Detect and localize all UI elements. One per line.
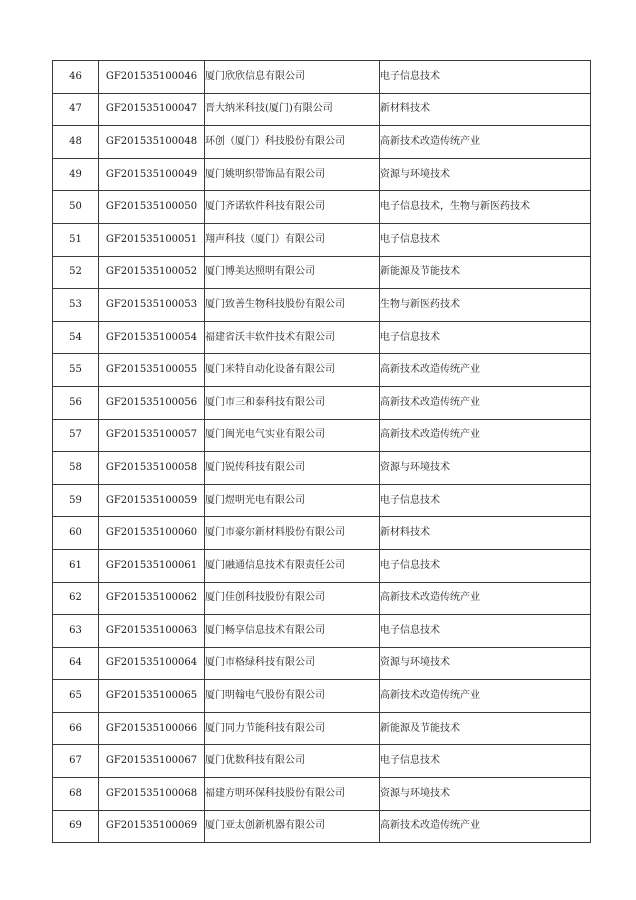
row-number-cell: 52 <box>53 256 99 289</box>
table-row <box>53 289 591 322</box>
company-name-cell: 厦门博美达照明有限公司 <box>205 256 380 289</box>
technology-field-cell: 电子信息技术 <box>380 549 591 582</box>
table-row <box>53 158 591 191</box>
certificate-code-cell: GF201535100064 <box>99 647 205 680</box>
company-name-cell: 厦门市豪尔新材料股份有限公司 <box>205 517 380 550</box>
company-name-cell: 厦门锐传科技有限公司 <box>205 452 380 485</box>
certificate-code-cell: GF201535100069 <box>99 810 205 843</box>
company-name-cell: 晋大纳米科技(厦门)有限公司 <box>205 93 380 126</box>
table-row <box>53 517 591 550</box>
company-name-cell: 厦门齐诺软件科技有限公司 <box>205 191 380 224</box>
company-name-cell: 厦门致善生物科技股份有限公司 <box>205 289 380 322</box>
row-number-cell: 48 <box>53 126 99 159</box>
table-row <box>53 223 591 256</box>
certificate-code-cell: GF201535100055 <box>99 354 205 387</box>
table-body <box>53 61 591 843</box>
certificate-code-cell: GF201535100059 <box>99 484 205 517</box>
company-name-cell: 厦门姚明织带饰品有限公司 <box>205 158 380 191</box>
certificate-code-cell: GF201535100057 <box>99 419 205 452</box>
row-number-cell: 49 <box>53 158 99 191</box>
technology-field-cell: 电子信息技术 <box>380 223 591 256</box>
row-number-cell: 51 <box>53 223 99 256</box>
certificate-code-cell: GF201535100051 <box>99 223 205 256</box>
certificate-code-cell: GF201535100053 <box>99 289 205 322</box>
table-row <box>53 386 591 419</box>
certificate-code-cell: GF201535100065 <box>99 680 205 713</box>
company-name-cell: 厦门市格绿科技有限公司 <box>205 647 380 680</box>
table-row <box>53 354 591 387</box>
company-name-cell: 厦门闽光电气实业有限公司 <box>205 419 380 452</box>
row-number-cell: 65 <box>53 680 99 713</box>
row-number-cell: 62 <box>53 582 99 615</box>
certificate-code-cell: GF201535100061 <box>99 549 205 582</box>
technology-field-cell: 电子信息技术，生物与新医药技术 <box>380 191 591 224</box>
company-name-cell: 厦门佳创科技股份有限公司 <box>205 582 380 615</box>
certificate-code-cell: GF201535100062 <box>99 582 205 615</box>
table-row <box>53 93 591 126</box>
row-number-cell: 63 <box>53 615 99 648</box>
table-row <box>53 419 591 452</box>
certificate-code-cell: GF201535100067 <box>99 745 205 778</box>
row-number-cell: 68 <box>53 778 99 811</box>
certificate-code-cell: GF201535100054 <box>99 321 205 354</box>
company-name-cell: 厦门明翰电气股份有限公司 <box>205 680 380 713</box>
certificate-code-cell: GF201535100048 <box>99 126 205 159</box>
row-number-cell: 47 <box>53 93 99 126</box>
technology-field-cell: 生物与新医药技术 <box>380 289 591 322</box>
company-name-cell: 厦门煜明光电有限公司 <box>205 484 380 517</box>
technology-field-cell: 电子信息技术 <box>380 615 591 648</box>
company-table <box>52 60 591 843</box>
table-row <box>53 484 591 517</box>
company-name-cell: 厦门欣欣信息有限公司 <box>205 61 380 94</box>
table-row <box>53 712 591 745</box>
row-number-cell: 59 <box>53 484 99 517</box>
table-row <box>53 191 591 224</box>
certificate-code-cell: GF201535100047 <box>99 93 205 126</box>
technology-field-cell: 高新技术改造传统产业 <box>380 126 591 159</box>
row-number-cell: 54 <box>53 321 99 354</box>
table-row <box>53 61 591 94</box>
certificate-code-cell: GF201535100060 <box>99 517 205 550</box>
company-name-cell: 厦门畅享信息技术有限公司 <box>205 615 380 648</box>
company-name-cell: 厦门优数科技有限公司 <box>205 745 380 778</box>
technology-field-cell: 高新技术改造传统产业 <box>380 810 591 843</box>
row-number-cell: 67 <box>53 745 99 778</box>
table-row <box>53 321 591 354</box>
technology-field-cell: 资源与环境技术 <box>380 452 591 485</box>
certificate-code-cell: GF201535100066 <box>99 712 205 745</box>
technology-field-cell: 资源与环境技术 <box>380 778 591 811</box>
company-name-cell: 厦门米特自动化设备有限公司 <box>205 354 380 387</box>
row-number-cell: 46 <box>53 61 99 94</box>
company-name-cell: 福建省沃丰软件技术有限公司 <box>205 321 380 354</box>
technology-field-cell: 高新技术改造传统产业 <box>380 386 591 419</box>
technology-field-cell: 新材料技术 <box>380 517 591 550</box>
certificate-code-cell: GF201535100049 <box>99 158 205 191</box>
table-row <box>53 778 591 811</box>
technology-field-cell: 高新技术改造传统产业 <box>380 419 591 452</box>
table-row <box>53 615 591 648</box>
certificate-code-cell: GF201535100052 <box>99 256 205 289</box>
row-number-cell: 57 <box>53 419 99 452</box>
technology-field-cell: 电子信息技术 <box>380 321 591 354</box>
table-row <box>53 810 591 843</box>
company-name-cell: 厦门亚太创新机器有限公司 <box>205 810 380 843</box>
technology-field-cell: 电子信息技术 <box>380 484 591 517</box>
company-name-cell: 厦门市三和泰科技有限公司 <box>205 386 380 419</box>
row-number-cell: 61 <box>53 549 99 582</box>
certificate-code-cell: GF201535100068 <box>99 778 205 811</box>
row-number-cell: 58 <box>53 452 99 485</box>
table-row <box>53 126 591 159</box>
technology-field-cell: 高新技术改造传统产业 <box>380 680 591 713</box>
technology-field-cell: 资源与环境技术 <box>380 647 591 680</box>
technology-field-cell: 新材料技术 <box>380 93 591 126</box>
technology-field-cell: 高新技术改造传统产业 <box>380 582 591 615</box>
technology-field-cell: 新能源及节能技术 <box>380 712 591 745</box>
certificate-code-cell: GF201535100058 <box>99 452 205 485</box>
row-number-cell: 50 <box>53 191 99 224</box>
row-number-cell: 66 <box>53 712 99 745</box>
table-row <box>53 680 591 713</box>
table-row <box>53 582 591 615</box>
technology-field-cell: 电子信息技术 <box>380 745 591 778</box>
row-number-cell: 53 <box>53 289 99 322</box>
company-name-cell: 厦门融通信息技术有限责任公司 <box>205 549 380 582</box>
technology-field-cell: 新能源及节能技术 <box>380 256 591 289</box>
row-number-cell: 64 <box>53 647 99 680</box>
technology-field-cell: 高新技术改造传统产业 <box>380 354 591 387</box>
company-name-cell: 环创（厦门）科技股份有限公司 <box>205 126 380 159</box>
row-number-cell: 60 <box>53 517 99 550</box>
certificate-code-cell: GF201535100063 <box>99 615 205 648</box>
table-row <box>53 647 591 680</box>
company-name-cell: 翔声科技（厦门）有限公司 <box>205 223 380 256</box>
row-number-cell: 69 <box>53 810 99 843</box>
row-number-cell: 56 <box>53 386 99 419</box>
technology-field-cell: 电子信息技术 <box>380 61 591 94</box>
table-row <box>53 745 591 778</box>
company-name-cell: 厦门同力节能科技有限公司 <box>205 712 380 745</box>
certificate-code-cell: GF201535100046 <box>99 61 205 94</box>
table-row <box>53 549 591 582</box>
certificate-code-cell: GF201535100056 <box>99 386 205 419</box>
technology-field-cell: 资源与环境技术 <box>380 158 591 191</box>
table-row <box>53 452 591 485</box>
certificate-code-cell: GF201535100050 <box>99 191 205 224</box>
company-name-cell: 福建方明环保科技股份有限公司 <box>205 778 380 811</box>
table-row <box>53 256 591 289</box>
row-number-cell: 55 <box>53 354 99 387</box>
